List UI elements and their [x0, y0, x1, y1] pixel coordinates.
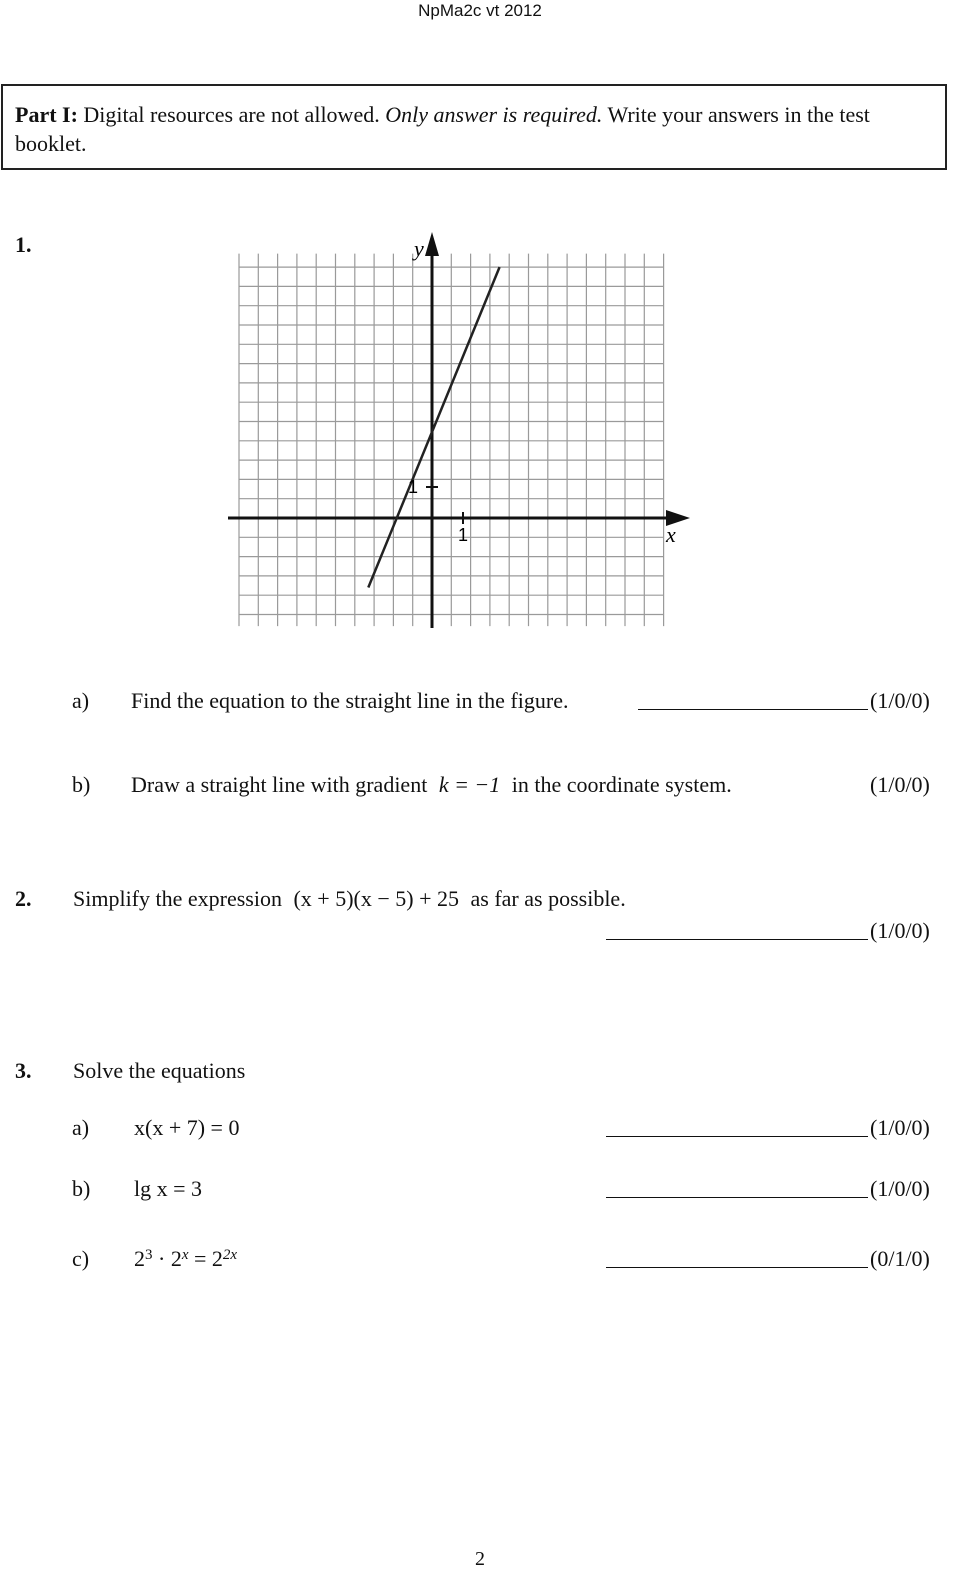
q3c-eq: = 2	[188, 1246, 223, 1271]
q1a-answer-line[interactable]	[638, 709, 868, 710]
q3b-letter: b)	[72, 1176, 91, 1201]
q3c-letter: c)	[72, 1246, 90, 1271]
q3b-math: lg x = 3	[134, 1176, 203, 1201]
y-tick-label: 1	[408, 477, 419, 497]
q2-points: (1/0/0)	[870, 918, 930, 943]
page-header: NpMa2c vt 2012	[418, 1, 542, 20]
question-1-number: 1.	[15, 232, 32, 257]
q3c-exp2: x	[181, 1247, 189, 1263]
graph-line	[368, 267, 499, 587]
q1b-math: k = −1	[438, 772, 501, 797]
q3b-answer-line[interactable]	[606, 1197, 868, 1198]
question-2-number: 2.	[15, 886, 32, 911]
q2-text-before: Simplify the expression	[73, 886, 288, 911]
q1b-text-after: in the coordinate system.	[506, 772, 732, 797]
q1b-points: (1/0/0)	[870, 772, 930, 797]
q3c-points: (0/1/0)	[870, 1246, 930, 1271]
q3c-answer-line[interactable]	[606, 1267, 868, 1268]
y-axis-arrow	[425, 232, 439, 256]
page-number: 2	[475, 1548, 485, 1570]
q2-text	[73, 886, 626, 912]
q1a-letter: a)	[72, 688, 90, 713]
instructions-italic: Only answer is required.	[385, 102, 603, 127]
q1b-letter: b)	[72, 772, 91, 797]
q3c-exp1: 3	[145, 1247, 153, 1263]
q1a-points: (1/0/0)	[870, 688, 930, 713]
q3a-math: x(x + 7) = 0	[134, 1115, 240, 1140]
q1a-text: Find the equation to the straight line in the figure.	[131, 688, 569, 713]
q2-math: (x + 5)(x − 5) + 25	[293, 886, 460, 911]
question-3-number: 3.	[15, 1058, 32, 1083]
q3-text: Solve the equations	[73, 1058, 246, 1083]
coordinate-graph	[220, 228, 700, 638]
instructions-text-2: Write your answers in the test booklet.	[15, 102, 870, 156]
q1b-text-before: Draw a straight line with gradient	[131, 772, 433, 797]
q1b-text	[131, 772, 732, 798]
instructions-text-1: Digital resources are not allowed.	[77, 102, 386, 127]
q3a-points: (1/0/0)	[870, 1115, 930, 1140]
x-axis-label: x	[666, 522, 676, 547]
part-label: Part I:	[15, 102, 78, 127]
q3a-answer-line[interactable]	[606, 1136, 868, 1137]
q3a-letter: a)	[72, 1115, 90, 1140]
q3c-exp3: 2x	[222, 1247, 238, 1263]
q3c-math	[134, 1246, 237, 1272]
instructions-text	[15, 100, 940, 158]
grid-lines	[239, 254, 664, 626]
q3c-base1: 2	[134, 1246, 145, 1271]
q3c-dot: · 2	[152, 1246, 182, 1271]
q2-text-after: as far as possible.	[465, 886, 626, 911]
q3b-points: (1/0/0)	[870, 1176, 930, 1201]
x-tick-label: 1	[458, 525, 469, 545]
y-axis-label: y	[414, 236, 424, 261]
q2-answer-line[interactable]	[606, 939, 868, 940]
